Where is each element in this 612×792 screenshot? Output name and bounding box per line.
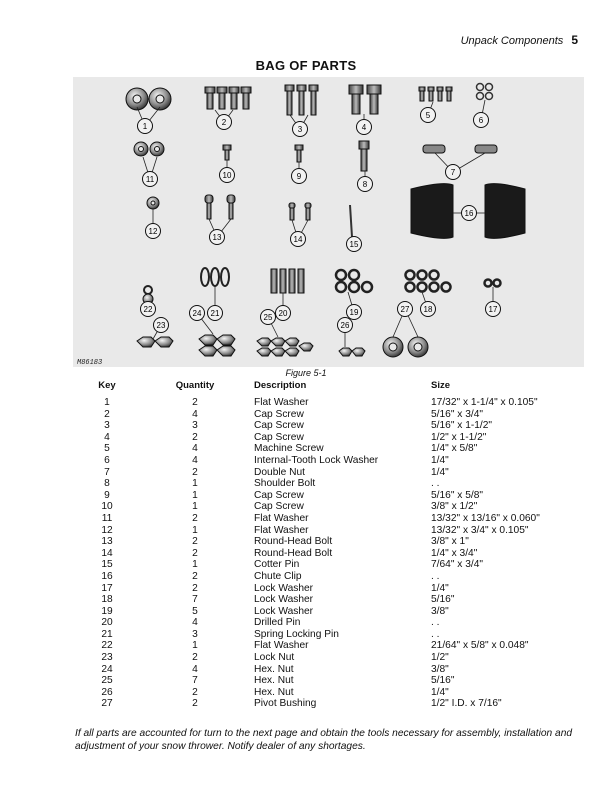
table-row: [70, 467, 611, 479]
cell-size: 13/32" x 13/16" x 0.060": [431, 512, 540, 524]
cell-description: Cap Screw: [254, 489, 304, 501]
cell-quantity: 1: [192, 524, 198, 536]
cell-key: 10: [101, 501, 113, 513]
callout-label: 5: [425, 111, 431, 120]
parts-photo: [73, 77, 584, 367]
callout-2: [217, 115, 232, 130]
cell-key: 5: [104, 443, 110, 455]
cell-quantity: 1: [192, 489, 198, 501]
callout-label: 22: [143, 305, 153, 314]
cell-size: . .: [431, 617, 440, 629]
cell-size: 1/2" x 1-1/2": [431, 431, 487, 443]
cell-description: Pivot Bushing: [254, 698, 317, 710]
callout-14: [291, 232, 306, 247]
callout-label: 26: [340, 321, 350, 330]
page-title: BAG OF PARTS: [255, 58, 357, 73]
cell-size: 3/8" x 1/2": [431, 501, 478, 513]
callout-8: [358, 177, 373, 192]
cell-description: Cap Screw: [254, 501, 304, 513]
cell-description: Cotter Pin: [254, 559, 300, 571]
table-row: [70, 420, 611, 432]
cell-key: 20: [101, 617, 113, 629]
callout-27: [398, 302, 413, 317]
callout-4: [357, 120, 372, 135]
callout-16: [462, 206, 477, 221]
cell-size: 1/4" x 5/8": [431, 443, 478, 455]
cell-description: Internal-Tooth Lock Washer: [254, 454, 379, 466]
cell-size: 5/16" x 5/8": [431, 489, 483, 501]
callout-label: 7: [450, 168, 456, 177]
cell-key: 18: [101, 594, 113, 606]
callout-label: 18: [423, 305, 433, 314]
callout-18: [421, 302, 436, 317]
cell-quantity: 1: [192, 501, 198, 513]
cell-description: Flat Washer: [254, 397, 309, 408]
table-row: [70, 687, 611, 699]
callout-label: 1: [142, 122, 148, 131]
cell-description: Hex. Nut: [254, 675, 294, 687]
callout-label: 19: [349, 308, 359, 317]
cell-key: 16: [101, 570, 113, 582]
cell-description: Cap Screw: [254, 431, 304, 443]
cell-size: 13/32" x 3/4" x 0.105": [431, 524, 529, 536]
table-row: [70, 443, 611, 455]
callout-label: 6: [478, 116, 484, 125]
cell-key: 4: [104, 431, 110, 443]
cell-size: 5/16" x 1-1/2": [431, 420, 493, 432]
cell-size: 3/8": [431, 605, 449, 617]
cell-quantity: 2: [192, 582, 198, 594]
cell-size: 1/4": [431, 454, 449, 466]
callout-label: 3: [297, 125, 303, 134]
cell-size: 1/4": [431, 582, 449, 594]
table-row: [70, 571, 611, 583]
callout-26: [338, 318, 353, 333]
callout-25: [261, 310, 276, 325]
section-title: Unpack Components: [460, 35, 564, 47]
cell-size: 17/32" x 1-1/4" x 0.105": [431, 397, 538, 408]
cell-key: 8: [104, 478, 110, 490]
cell-size: 1/2" I.D. x 7/16": [431, 698, 502, 710]
cell-quantity: 2: [192, 431, 198, 443]
callout-5: [421, 108, 436, 123]
cell-size: 1/4": [431, 466, 449, 478]
callout-label: 15: [349, 240, 359, 249]
cell-quantity: 4: [192, 663, 198, 675]
cell-description: Cap Screw: [254, 420, 304, 432]
cell-description: Chute Clip: [254, 570, 302, 582]
cell-size: . .: [431, 628, 440, 640]
callout-label: 14: [293, 235, 303, 244]
callout-15: [347, 237, 362, 252]
cell-key: 1: [104, 397, 110, 408]
cell-key: 11: [101, 512, 113, 524]
table-row: [70, 513, 611, 525]
table-header-row: [70, 380, 611, 397]
cell-description: Hex. Nut: [254, 686, 294, 698]
callout-label: 4: [361, 123, 367, 132]
callout-24: [190, 306, 205, 321]
callout-label: 21: [210, 309, 220, 318]
cell-key: 15: [101, 559, 113, 571]
cell-size: 1/4": [431, 686, 449, 698]
cell-size: 21/64" x 5/8" x 0.048": [431, 640, 529, 652]
cell-description: Round-Head Bolt: [254, 547, 333, 559]
cell-quantity: 5: [192, 605, 198, 617]
cell-quantity: 2: [192, 686, 198, 698]
table-row: [70, 675, 611, 687]
figure-code: M86183: [77, 359, 103, 367]
cell-description: Spring Locking Pin: [254, 628, 339, 640]
cell-description: Flat Washer: [254, 524, 309, 536]
cell-quantity: 1: [192, 559, 198, 571]
cell-quantity: 1: [192, 478, 198, 490]
callout-label: 17: [488, 305, 498, 314]
cell-quantity: 2: [192, 397, 198, 408]
callout-12: [146, 224, 161, 239]
cell-quantity: 3: [192, 420, 198, 432]
cell-quantity: 1: [192, 640, 198, 652]
cell-key: 12: [101, 524, 113, 536]
parts-table: [70, 380, 611, 710]
cell-description: Lock Washer: [254, 594, 314, 606]
cell-size: 7/64" x 3/4": [431, 559, 483, 571]
table-row: [70, 617, 611, 629]
cell-key: 19: [101, 605, 113, 617]
table-row: [70, 478, 611, 490]
cell-quantity: 2: [192, 466, 198, 478]
cell-key: 13: [101, 536, 113, 548]
footnote: If all parts are accounted for turn to the next page and obtain the tools necessary for assembly, installation and adjustment of your snow thrower. Notify dealer of any shortages.: [75, 728, 573, 752]
table-row: [70, 501, 611, 513]
cell-key: 6: [104, 454, 110, 466]
cell-size: 5/16" x 3/4": [431, 408, 483, 420]
cell-description: Shoulder Bolt: [254, 478, 316, 490]
parts-illustration: [73, 77, 584, 367]
cell-description: Lock Washer: [254, 582, 314, 594]
cell-quantity: 3: [192, 628, 198, 640]
cell-key: 27: [101, 698, 113, 710]
cell-quantity: 2: [192, 570, 198, 582]
cell-description: Round-Head Bolt: [254, 536, 333, 548]
cell-description: Double Nut: [254, 466, 305, 478]
table-row: [70, 583, 611, 595]
cell-key: 22: [101, 640, 113, 652]
cell-key: 24: [101, 663, 113, 675]
cell-key: 21: [101, 628, 113, 640]
cell-key: 9: [104, 489, 110, 501]
callout-10: [220, 168, 235, 183]
callout-21: [208, 306, 223, 321]
col-key-header: Key: [98, 380, 116, 391]
cell-size: 1/2": [431, 652, 449, 664]
cell-quantity: 2: [192, 698, 198, 710]
callout-label: 16: [464, 209, 474, 218]
callout-19: [347, 305, 362, 320]
page-number: 5: [571, 33, 578, 47]
cell-key: 17: [101, 582, 113, 594]
cell-size: 5/16": [431, 675, 455, 687]
callout-label: 13: [212, 233, 222, 242]
callout-17: [486, 302, 501, 317]
callout-label: 12: [148, 227, 158, 236]
callout-13: [210, 230, 225, 245]
cell-key: 2: [104, 408, 110, 420]
col-size-header: Size: [431, 380, 451, 391]
callout-1: [138, 119, 153, 134]
callout-7: [446, 165, 461, 180]
table-row: [70, 664, 611, 676]
callout-23: [154, 318, 169, 333]
table-row: [70, 455, 611, 467]
callout-label: 27: [400, 305, 410, 314]
cell-quantity: 4: [192, 454, 198, 466]
cell-size: 5/16": [431, 594, 455, 606]
cell-description: Cap Screw: [254, 408, 304, 420]
callout-9: [292, 169, 307, 184]
table-row: [70, 548, 611, 560]
cell-description: Flat Washer: [254, 640, 309, 652]
cell-quantity: 4: [192, 408, 198, 420]
cell-description: Lock Washer: [254, 605, 314, 617]
figure-caption: Figure 5-1: [285, 368, 327, 378]
cell-size: . .: [431, 570, 440, 582]
table-row: [70, 397, 611, 409]
table-row: [70, 536, 611, 548]
cell-size: 3/8" x 1": [431, 536, 469, 548]
table-row: [70, 629, 611, 641]
cell-quantity: 2: [192, 547, 198, 559]
callout-3: [293, 122, 308, 137]
callout-20: [276, 306, 291, 321]
cell-quantity: 2: [192, 512, 198, 524]
cell-key: 3: [104, 420, 110, 432]
callout-label: 10: [222, 171, 232, 180]
table-row: [70, 698, 611, 710]
cell-key: 7: [104, 466, 110, 478]
cell-quantity: 2: [192, 536, 198, 548]
table-row: [70, 606, 611, 618]
cell-size: 3/8": [431, 663, 449, 675]
cell-quantity: 7: [192, 675, 198, 687]
cell-description: Hex. Nut: [254, 663, 294, 675]
callout-label: 23: [156, 321, 166, 330]
col-quantity-header: Quantity: [175, 380, 215, 391]
table-row: [70, 559, 611, 571]
callout-label: 24: [192, 309, 202, 318]
cell-quantity: 4: [192, 443, 198, 455]
table-row: [70, 652, 611, 664]
cell-description: Flat Washer: [254, 512, 309, 524]
table-row: [70, 525, 611, 537]
cell-description: Machine Screw: [254, 443, 324, 455]
callout-11: [143, 172, 158, 187]
table-row: [70, 594, 611, 606]
callout-22: [141, 302, 156, 317]
cell-quantity: 7: [192, 594, 198, 606]
table-row: [70, 490, 611, 502]
cell-key: 23: [101, 652, 113, 664]
callout-label: 20: [278, 309, 288, 318]
cell-quantity: 2: [192, 652, 198, 664]
cell-key: 14: [101, 547, 113, 559]
callout-label: 9: [296, 172, 302, 181]
table-row: [70, 640, 611, 652]
cell-description: Lock Nut: [254, 652, 295, 664]
table-row: [70, 409, 611, 421]
cell-key: 26: [101, 686, 113, 698]
callout-label: 2: [221, 118, 227, 127]
col-description-header: Description: [254, 380, 307, 391]
cell-description: Drilled Pin: [254, 617, 301, 629]
cell-key: 25: [101, 675, 113, 687]
table-row: [70, 432, 611, 444]
callout-label: 25: [263, 313, 273, 322]
callout-label: 8: [362, 180, 368, 189]
callout-6: [474, 113, 489, 128]
cell-size: . .: [431, 478, 440, 490]
cell-quantity: 4: [192, 617, 198, 629]
callout-label: 11: [145, 175, 155, 184]
cell-size: 1/4" x 3/4": [431, 547, 478, 559]
page-header: [461, 33, 578, 47]
